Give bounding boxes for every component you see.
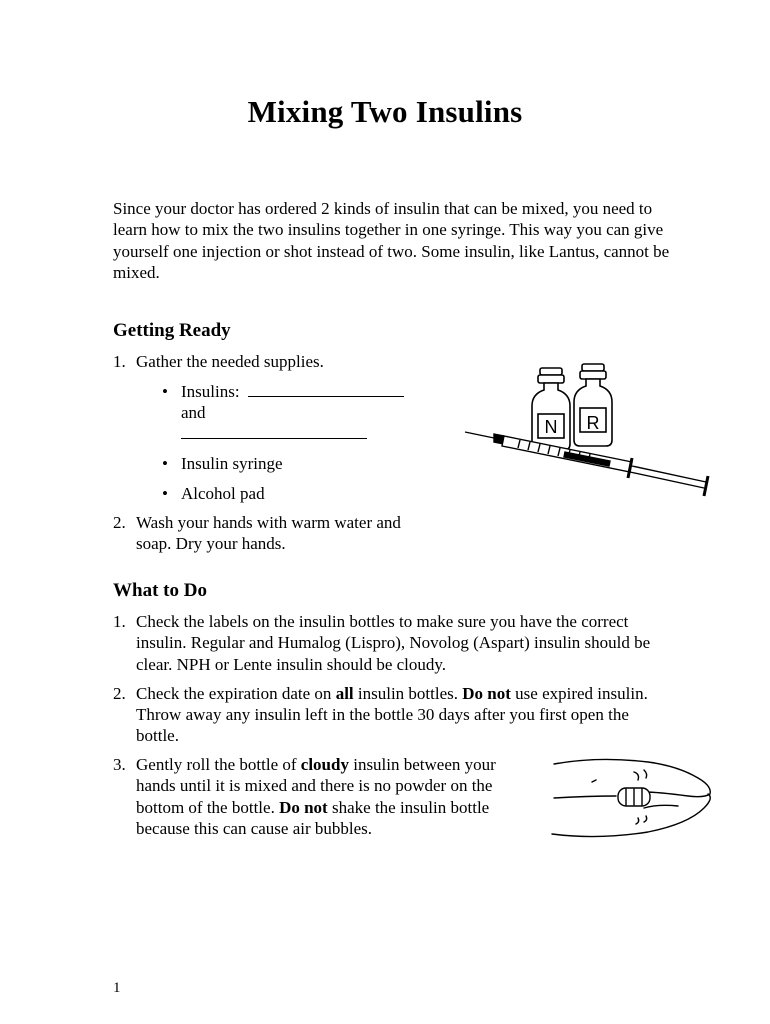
step-number: 2.	[113, 683, 126, 703]
supply-syringe: Insulin syringe	[181, 453, 283, 473]
list-item	[136, 453, 423, 474]
list-item	[113, 512, 423, 555]
bullet-icon: •	[162, 483, 168, 503]
what-to-do-list	[113, 611, 658, 747]
list-item	[136, 483, 423, 504]
section-heading-what-to-do: What to Do	[113, 580, 207, 601]
what-to-do-list-continued	[113, 754, 501, 839]
vials-syringe-illustration	[460, 360, 720, 500]
page-number: 1	[113, 980, 121, 996]
step-number: 1.	[113, 612, 126, 631]
list-item	[113, 754, 501, 839]
insulin-blank-line-2[interactable]	[181, 423, 367, 439]
step-number: 1.	[113, 352, 126, 371]
vial-label-n: N	[544, 417, 558, 437]
step-number: 2.	[113, 512, 126, 532]
step-text: Gather the needed supplies.	[136, 352, 324, 371]
step-text: Check the labels on the insulin bottles to make sure you have the correct insulin. Regular and Humalog (Lispro), Novolog (Aspart) insulin should be clear. NPH or Lente insulin should be cloudy.	[136, 612, 651, 674]
bullet-icon: •	[162, 381, 168, 401]
step-number: 3.	[113, 755, 126, 774]
list-item	[113, 611, 658, 675]
list-item	[113, 351, 423, 504]
list-item	[136, 381, 423, 445]
supplies-list	[136, 381, 423, 504]
page-title: Mixing Two Insulins	[247, 94, 523, 129]
insulins-label: Insulins:	[181, 381, 240, 401]
vial-label-r: R	[586, 413, 600, 433]
step-text: Gently roll the bottle of cloudy insulin between your hands until it is mixed and there is no powder on the bottom of the bottle. Do not shake the insulin bottle because this can cause air bubbles.	[136, 755, 496, 838]
list-item	[113, 683, 658, 747]
and-word: and	[181, 403, 206, 423]
getting-ready-list	[113, 351, 423, 555]
bullet-icon: •	[162, 453, 168, 473]
intro-paragraph: Since your doctor has ordered 2 kinds of insulin that can be mixed, you need to learn how to mix the two insulins together in one syringe. This way you can give yourself one injection or shot instead of two. Some insulin, like Lantus, cannot be mixed.	[113, 199, 670, 282]
step-text: Check the expiration date on all insulin bottles. Do not use expired insulin. Throw away any insulin left in the bottle 30 days after you first open the bottle.	[136, 683, 648, 746]
section-heading-getting-ready: Getting Ready	[113, 320, 231, 341]
hands-rolling-bottle-illustration	[548, 752, 718, 842]
insulin-blank-line-1[interactable]	[248, 381, 404, 397]
step-text: Wash your hands with warm water and soap. Dry your hands.	[136, 512, 401, 554]
supply-alcohol: Alcohol pad	[181, 483, 265, 503]
